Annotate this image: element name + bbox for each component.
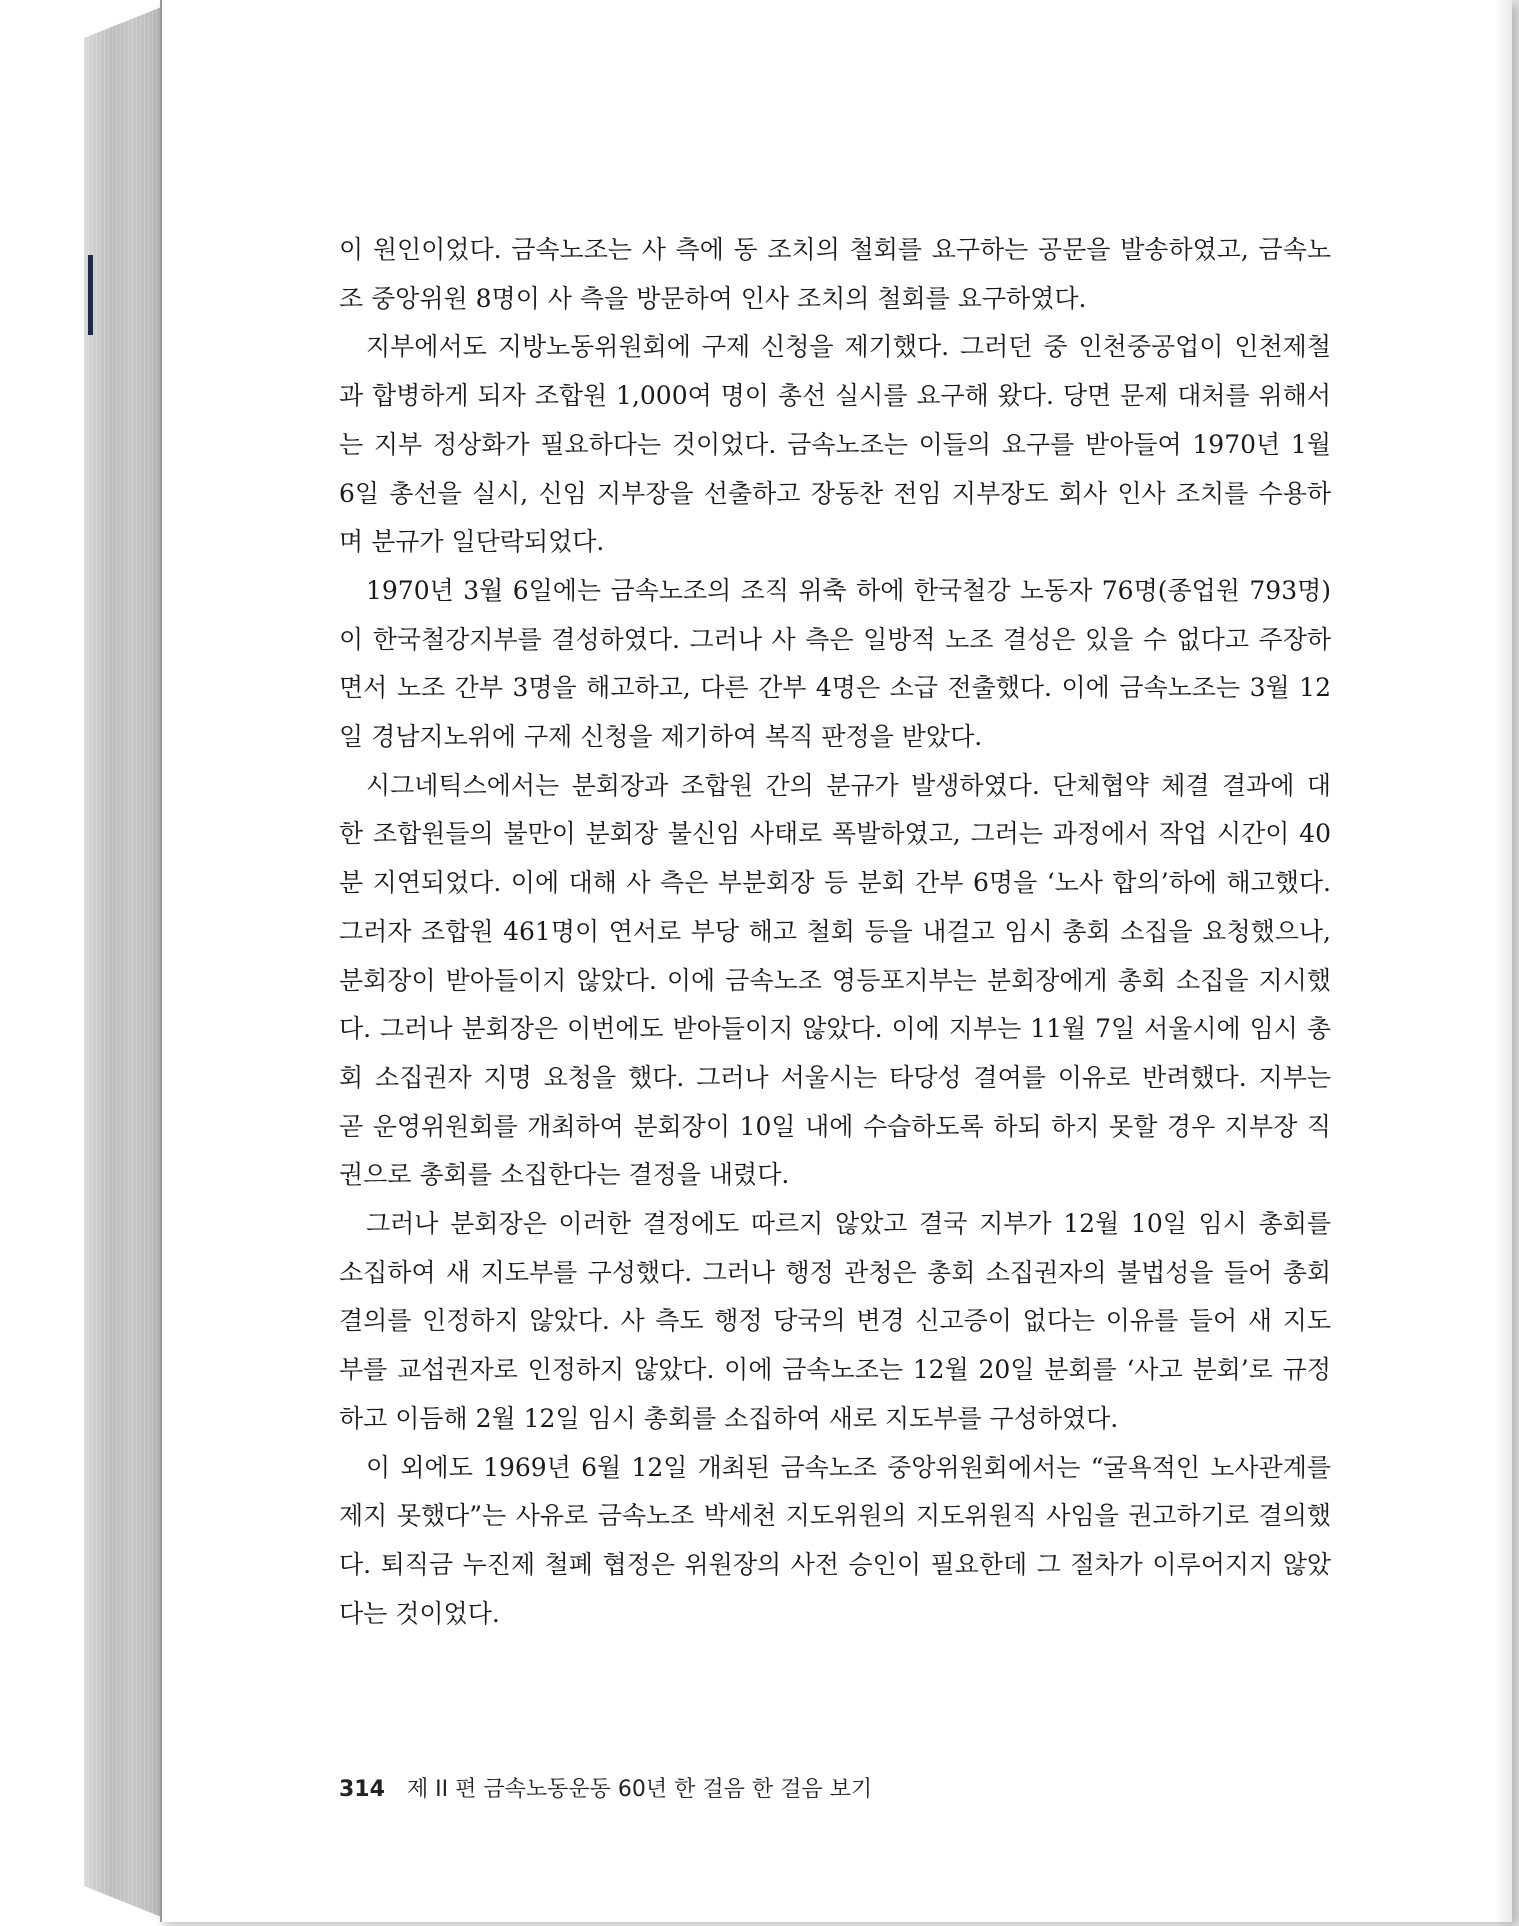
text-line: 부를 교섭권자로 인정하지 않았다. 이에 금속노조는 12월 20일 분회를 ‘사고 분회’로 규정 [339, 1355, 1331, 1385]
text-line: 1970년 3월 6일에는 금속노조의 조직 위축 하에 한국철강 노동자 76명(종업원 793명) [366, 575, 1331, 605]
text-line: 이 외에도 1969년 6월 12일 개최된 금속노조 중앙위원회에서는 “굴욕적인 노사관계를 [366, 1452, 1331, 1482]
text-line: 시그네틱스에서는 분회장과 조합원 간의 분규가 발생하였다. 단체협약 체결 결과에 대 [366, 770, 1331, 800]
book-page-edge-lines [84, 6, 164, 1918]
text-line: 과 합병하게 되자 조합원 1,000여 명이 총선 실시를 요구해 왔다. 당면 문제 대처를 위해서 [339, 381, 1331, 411]
text-line: 결의를 인정하지 않았다. 사 측도 행정 당국의 변경 신고증이 없다는 이유를 들어 새 지도 [339, 1306, 1331, 1336]
page-number: 314 [339, 1777, 385, 1802]
text-line: 곧 운영위원회를 개최하여 분회장이 10일 내에 수습하도록 하되 하지 못할 경우 지부장 직 [339, 1111, 1331, 1141]
text-line: 그러자 조합원 461명이 연서로 부당 해고 철회 등을 내걸고 임시 총회 소집을 요청했으나, [339, 916, 1331, 946]
text-line: 일 경남지노위에 구제 신청을 제기하여 복직 판정을 받았다. [339, 722, 983, 752]
text-line: 조 중앙위원 8명이 사 측을 방문하여 인사 조치의 철회를 요구하였다. [339, 283, 1087, 313]
bookmark-ribbon [88, 255, 93, 335]
text-line: 6일 총선을 실시, 신임 지부장을 선출하고 장동찬 전임 지부장도 회사 인사 조치를 수용하 [339, 478, 1331, 508]
page-shadow [1495, 0, 1519, 1926]
text-line: 권으로 총회를 소집한다는 결정을 내렸다. [339, 1160, 790, 1190]
text-line: 한 조합원들의 불만이 분회장 불신임 사태로 폭발하였고, 그러는 과정에서 작업 시간이 40 [339, 819, 1331, 849]
text-line: 다는 것이었다. [339, 1598, 500, 1628]
text-line: 분 지연되었다. 이에 대해 사 측은 부분회장 등 분회 간부 6명을 ‘노사 합의’하에 해고했다. [339, 868, 1331, 898]
page-footer [339, 1772, 872, 1803]
body-text [339, 226, 1331, 1638]
text-line: 는 지부 정상화가 필요하다는 것이었다. 금속노조는 이들의 요구를 받아들여 1970년 1월 [339, 429, 1331, 459]
text-line: 분회장이 받아들이지 않았다. 이에 금속노조 영등포지부는 분회장에게 총회 소집을 지시했 [339, 965, 1331, 995]
text-line: 면서 노조 간부 3명을 해고하고, 다른 간부 4명은 소급 전출했다. 이에 금속노조는 3월 12 [339, 673, 1331, 703]
text-line: 지부에서도 지방노동위원회에 구제 신청을 제기했다. 그러던 중 인천중공업이 인천제철 [366, 332, 1331, 362]
text-line: 이 한국철강지부를 결성하였다. 그러나 사 측은 일방적 노조 결성은 있을 수 없다고 주장하 [339, 624, 1331, 654]
text-line: 그러나 분회장은 이러한 결정에도 따르지 않았고 결국 지부가 12월 10일 임시 총회를 [366, 1209, 1331, 1239]
text-line: 다. 퇴직금 누진제 철폐 협정은 위원장의 사전 승인이 필요한데 그 절차가 이루어지지 않았 [339, 1549, 1331, 1579]
text-line: 며 분규가 일단락되었다. [339, 527, 605, 557]
text-line: 하고 이듬해 2월 12일 임시 총회를 소집하여 새로 지도부를 구성하였다. [339, 1403, 1119, 1433]
text-line: 소집하여 새 지도부를 구성했다. 그러나 행정 관청은 총회 소집권자의 불법성을 들어 총회 [339, 1257, 1331, 1287]
running-head: 제 II 편 금속노동운동 60년 한 걸음 한 걸음 보기 [406, 1777, 873, 1802]
text-line: 다. 그러나 분회장은 이번에도 받아들이지 않았다. 이에 지부는 11월 7일 서울시에 임시 총 [339, 1014, 1331, 1044]
text-line: 이 원인이었다. 금속노조는 사 측에 동 조치의 철회를 요구하는 공문을 발송하였고, 금속노 [339, 235, 1331, 264]
text-line: 제지 못했다”는 사유로 금속노조 박세천 지도위원의 지도위원직 사임을 권고하기로 결의했 [339, 1501, 1331, 1531]
text-line: 회 소집권자 지명 요청을 했다. 그러나 서울시는 타당성 결여를 이유로 반려했다. 지부는 [339, 1062, 1331, 1092]
